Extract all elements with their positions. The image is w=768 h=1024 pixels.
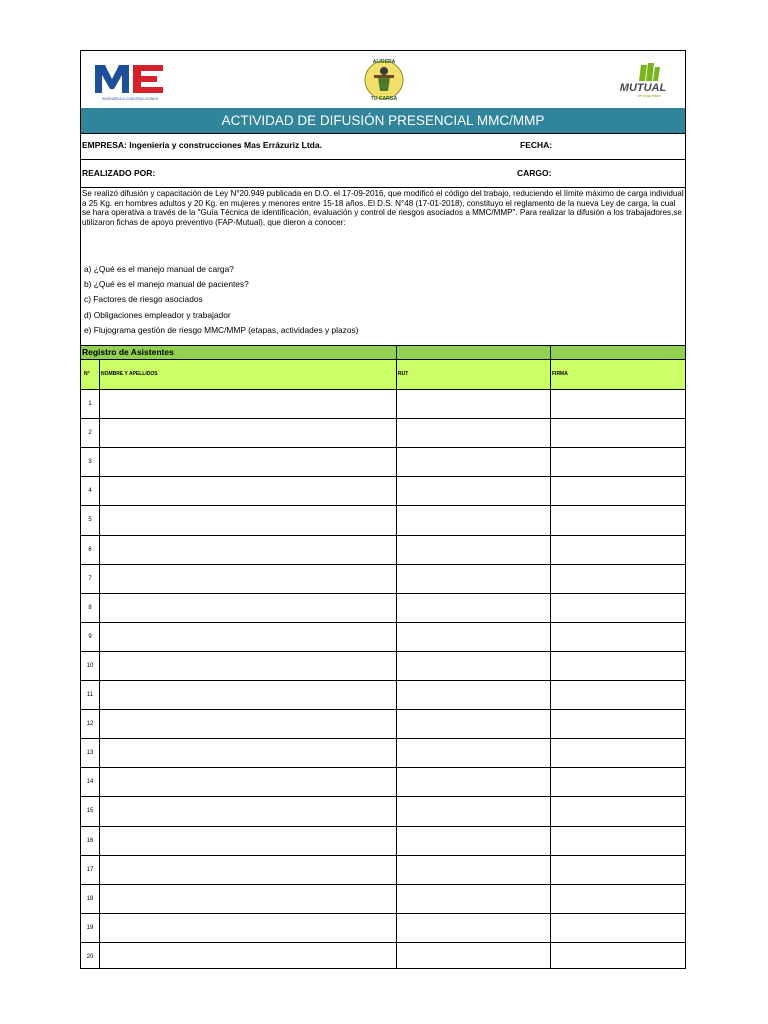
name-cell[interactable] [100,681,396,709]
firma-cell[interactable] [551,419,685,447]
table-header [81,360,685,389]
divider [81,133,685,134]
table-row [81,535,685,564]
row-number: 15 [86,808,94,815]
firma-cell[interactable] [551,943,685,971]
table-row [81,796,685,825]
rut-cell[interactable] [397,681,550,709]
aligera-tu-carga-logo [360,57,408,102]
topic-list [84,262,358,338]
name-cell[interactable] [100,652,396,680]
name-cell[interactable] [100,885,396,913]
name-cell[interactable] [100,390,396,418]
registro-header [81,345,685,360]
rut-cell[interactable] [397,768,550,796]
row-number: 10 [86,662,94,669]
firma-cell[interactable] [551,739,685,767]
rut-cell[interactable] [397,943,550,971]
row-number: 19 [86,924,94,931]
list-item: b) ¿Qué es el manejo manual de pacientes? [84,279,249,290]
table-row [81,767,685,796]
mutual-text: MUTUAL [619,82,667,94]
table-row [81,389,685,418]
name-cell[interactable] [100,739,396,767]
table-row [81,913,685,942]
table-row [81,942,685,971]
col-firma: FIRMA [552,371,568,377]
firma-cell[interactable] [551,652,685,680]
row-number: 7 [88,575,92,582]
cargo-label: CARGO: [517,168,552,178]
description-text: Se realizó difusión y capacitación de Ley N°20.949 publicada en D.O. el 17-09-2016, que modificó el código del trabajo, reduciendo el límite máximo de carga individual a 25 Kg. en hombres adultos y 20 Kg. en mujeres y menores entre 15-18 años. El D.S. N°48 (17-01-2018), constituyo el reglamento de la nueva Ley de carga, la cual se hara operativa a través de la "Guía Técnica de identificación, evaluación y control de riesgos asociados a MMC/MMP". Para realizar la difusión a los trabajadores,se utilizaron fichas de apoyo preventivo (FAP-Mutual), que dieron a conocer: [82,189,684,227]
mutual-logo [607,61,679,99]
table-row [81,593,685,622]
row-number: 8 [88,604,92,611]
me-logo [93,59,168,103]
name-cell[interactable] [100,623,396,651]
row-number: 5 [88,517,92,524]
column-divider [550,345,551,968]
row-number: 18 [86,895,94,902]
rut-cell[interactable] [397,477,550,505]
firma-cell[interactable] [551,827,685,855]
rut-cell[interactable] [397,506,550,534]
name-cell[interactable] [100,477,396,505]
rut-cell[interactable] [397,797,550,825]
name-cell[interactable] [100,506,396,534]
logo-row [81,51,685,108]
table-row [81,622,685,651]
name-cell[interactable] [100,448,396,476]
name-cell[interactable] [100,914,396,942]
col-num: N° [84,371,90,377]
rut-cell[interactable] [397,594,550,622]
name-cell[interactable] [100,943,396,971]
row-number: 11 [86,692,94,698]
firma-cell[interactable] [551,536,685,564]
firma-cell[interactable] [551,390,685,418]
table-row [81,418,685,447]
table-row [81,884,685,913]
table-row [81,564,685,593]
col-nombre: NOMBRE Y APELLIDOS [101,371,158,377]
firma-cell[interactable] [551,797,685,825]
table-row [81,447,685,476]
row-number: 3 [88,459,92,466]
table-row [81,855,685,884]
row-number: 12 [86,721,94,728]
firma-cell[interactable] [551,594,685,622]
rut-cell[interactable] [397,390,550,418]
tu-carga-text: TU CARGA [370,96,398,102]
name-cell[interactable] [100,710,396,738]
row-number: 20 [86,953,94,960]
table-row [81,680,685,709]
rut-cell[interactable] [397,623,550,651]
firma-cell[interactable] [551,710,685,738]
me-logo-text: INGENIERIA & CONSTRUCCIONES [102,97,158,101]
table-row [81,651,685,680]
row-number: 14 [86,779,94,786]
name-cell[interactable] [100,565,396,593]
firma-cell[interactable] [551,477,685,505]
col-rut: RUT [398,371,409,377]
firma-cell[interactable] [551,856,685,884]
rut-cell[interactable] [397,856,550,884]
name-cell[interactable] [100,827,396,855]
divider [81,159,685,160]
firma-cell[interactable] [551,914,685,942]
row-number: 9 [88,633,92,640]
rut-cell[interactable] [397,419,550,447]
rut-cell[interactable] [397,914,550,942]
registro-title: Registro de Asistentes [82,347,174,357]
fecha-label: FECHA: [520,140,553,150]
table-row [81,826,685,855]
name-cell[interactable] [100,768,396,796]
firma-cell[interactable] [551,623,685,651]
firma-cell[interactable] [551,565,685,593]
table-row [81,709,685,738]
table-row [81,505,685,534]
firma-cell[interactable] [551,506,685,534]
name-cell[interactable] [100,856,396,884]
name-cell[interactable] [100,419,396,447]
table-row [81,738,685,767]
row-number: 16 [86,837,94,844]
list-item: c) Factores de riesgo asociados [84,294,203,305]
divider [81,187,685,188]
rut-cell[interactable] [397,448,550,476]
name-cell[interactable] [100,536,396,564]
row-number: 13 [86,750,94,757]
row-number: 1 [88,401,92,407]
rut-cell[interactable] [397,565,550,593]
row-number: 4 [88,488,92,495]
row-number: 17 [86,866,94,873]
rut-cell[interactable] [397,827,550,855]
rut-cell[interactable] [397,652,550,680]
rut-cell[interactable] [397,885,550,913]
row-number: 6 [88,546,92,553]
rut-cell[interactable] [397,710,550,738]
list-item: d) Obligaciones empleador y trabajador [84,309,231,320]
firma-cell[interactable] [551,885,685,913]
row-number: 2 [88,430,92,437]
realizado-label: REALIZADO POR: [82,168,156,178]
page-title: ACTIVIDAD DE DIFUSIÓN PRESENCIAL MMC/MMP [81,108,685,133]
firma-cell[interactable] [551,681,685,709]
firma-cell[interactable] [551,448,685,476]
firma-cell[interactable] [551,768,685,796]
rut-cell[interactable] [397,536,550,564]
list-item: e) Flujograma gestión de riesgo MMC/MMP (etapas, actividades y plazos) [84,324,359,335]
aligera-text: ALIGERA [372,59,396,65]
form-sheet [80,50,686,969]
column-divider [99,360,100,968]
column-divider [396,345,397,968]
name-cell[interactable] [100,594,396,622]
empresa-label: EMPRESA: Ingeniería y construcciones Mas Errázuriz Ltda. [82,140,322,150]
list-item: a) ¿Qué es el manejo manual de carga? [84,264,234,274]
table-row [81,476,685,505]
name-cell[interactable] [100,797,396,825]
mutual-sub-text: de seguridad [637,93,661,98]
rut-cell[interactable] [397,739,550,767]
